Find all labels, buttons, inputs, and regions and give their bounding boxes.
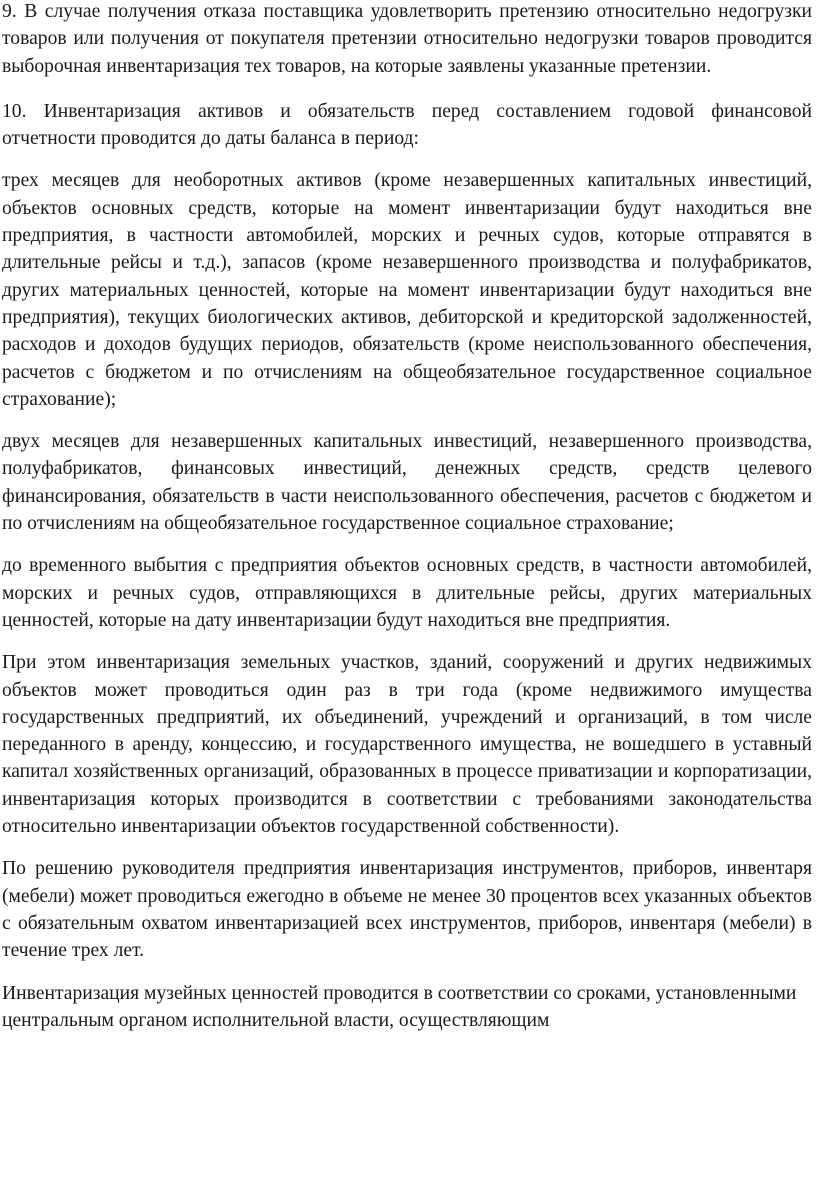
paragraph-three-months: трех месяцев для необоротных активов (кроме незавершенных капитальных инвестиций, объектов основных средств, которые на момент инвентаризации будут находиться вне предприятия, в частности автомобилей, морских и речных судов, которые отправятся в длительные рейсы и т.д.), запасов (кроме незавершенного производства и полуфабрикатов, других материальных ценностей, которые на момент инвентаризации будут находиться вне предприятия), текущих биологических активов, дебиторской и кредиторской задолженностей, расходов и доходов будущих периодов, обязательств (кроме неиспользованного обеспечения, расчетов с бюджетом и по отчислениям на общеобязательное государственное социальное страхование);	[2, 170, 812, 410]
paragraph-museum-values: Инвентаризация музейных ценностей проводится в соответствии со сроками, установленными центральным органом исполнительной власти, осуществляющим	[2, 982, 797, 1031]
paragraph-tools-inventory: По решению руководителя предприятия инвентаризация инструментов, приборов, инвентаря (мебели) может проводиться ежегодно в объеме не менее 30 процентов всех указанных объектов с обязательным охватом инвентаризацией всех инструментов, приборов, инвентаря (мебели) в течение трех лет.	[2, 858, 812, 962]
paragraph-item-9: 9. В случае получения отказа поставщика удовлетворить претензию относительно недогрузки товаров или получения от покупателя претензии относительно недогрузки товаров проводится выборочная инвентаризация тех товаров, на которые заявлены указанные претензии.	[2, 1, 812, 77]
paragraph-real-estate: При этом инвентаризация земельных участков, зданий, сооружений и других недвижимых объектов может проводиться один раз в три года (кроме недвижимого имущества государственных предприятий, их объединений, учреждений и организаций, в том числе переданного в аренду, концессию, и государственного имущества, не вошедшего в уставный капитал хозяйственных организаций, образованных в процессе приватизации и корпоратизации, инвентаризация которых производится в соответствии с требованиями законодательства относительно инвентаризации объектов государственной собственности).	[2, 652, 812, 838]
paragraph-item-10: 10. Инвентаризация активов и обязательств перед составлением годовой финансовой отчетности проводится до даты баланса в период:	[2, 100, 812, 150]
paragraph-temporary-disposal: до временного выбытия с предприятия объектов основных средств, в частности автомобилей, морских и речных судов, отправляющихся в длительные рейсы, других материальных ценностей, которые на дату инвентаризации будут находиться вне предприятия.	[2, 555, 812, 631]
paragraph-two-months: двух месяцев для незавершенных капитальных инвестиций, незавершенного производства, полуфабрикатов, финансовых инвестиций, денежных средств, средств целевого финансирования, обязательств в части неиспользованного обеспечения, расчетов с бюджетом и по отчислениям на общеобязательное государственное социальное страхование;	[2, 431, 812, 535]
